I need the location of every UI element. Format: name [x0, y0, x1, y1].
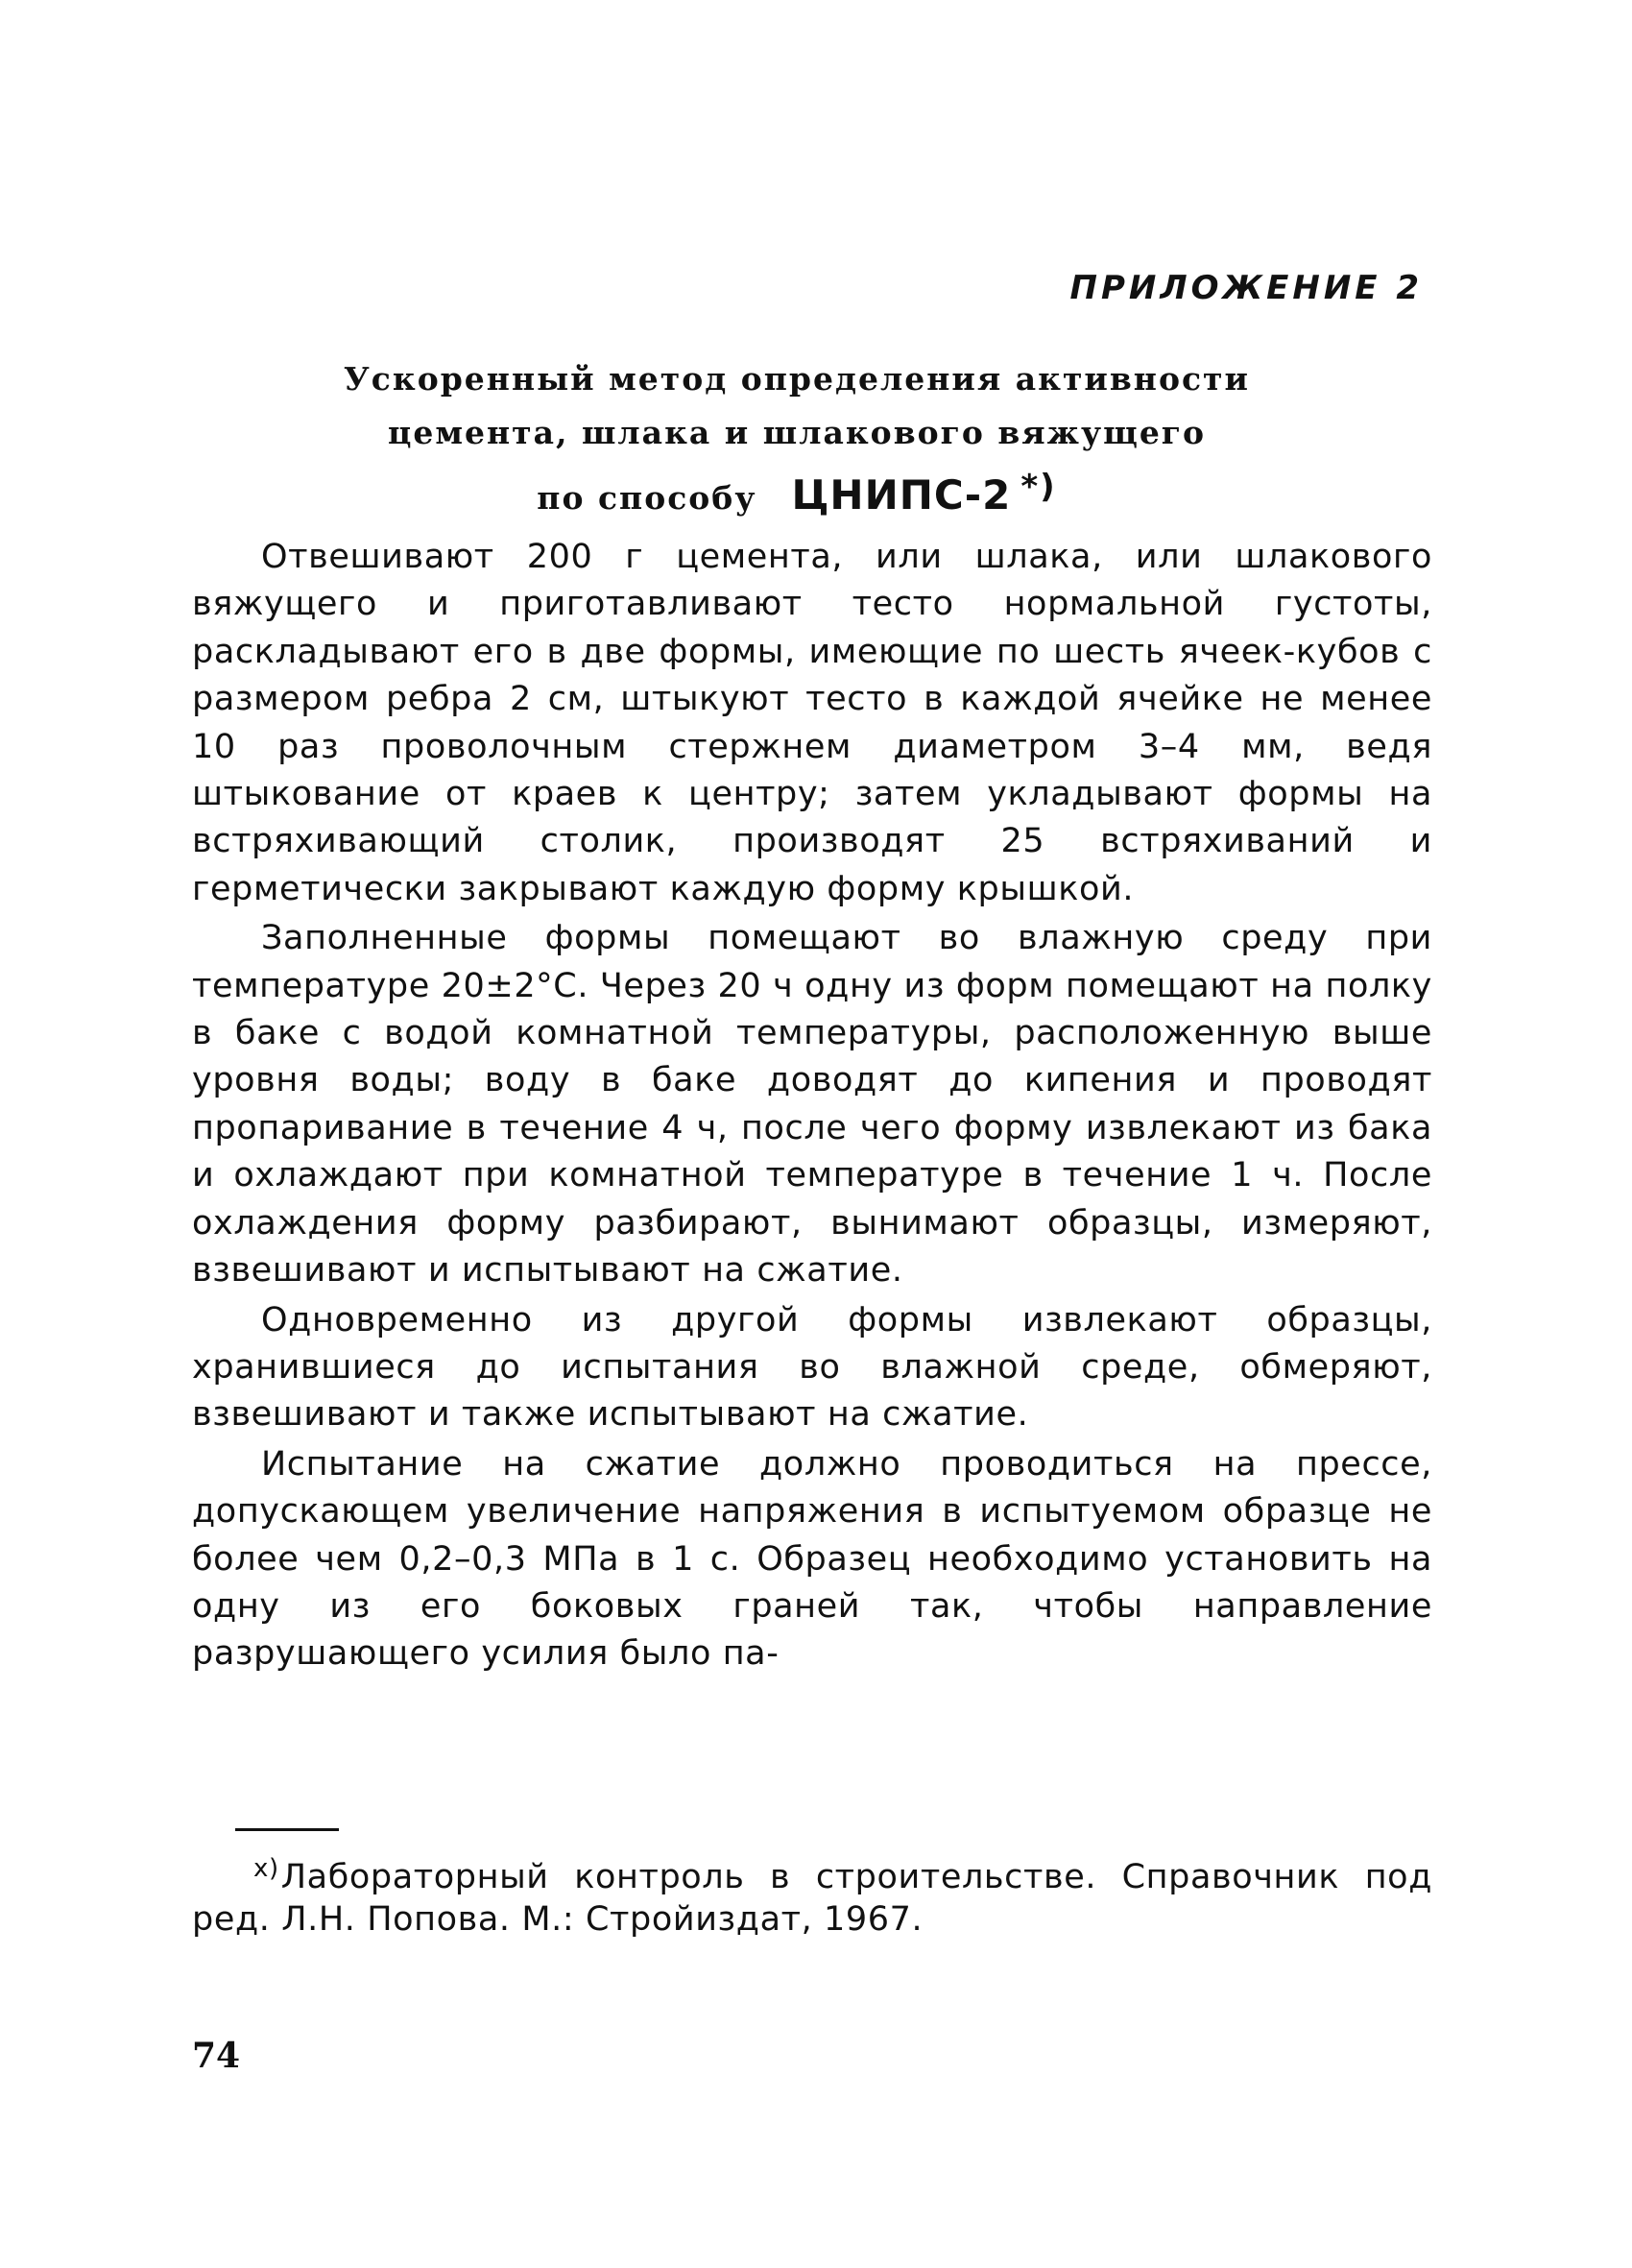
paragraph-3: Одновременно из другой формы извлекают образцы, хранившиеся до испытания во влажной среде, обмеряют, взвешивают и также испытывают на сжатие. [192, 1300, 1432, 1435]
footnote-divider [235, 1828, 339, 1831]
title-method-code: ЦНИПС-2 [791, 471, 1012, 519]
body-text [192, 534, 1432, 1680]
page-number: 74 [192, 2036, 241, 2076]
paragraph-2: Заполненные формы помещают во влажную среду при температуре 20±2°С. Через 20 ч одну из форм помещают на полку в баке с водой комнатной температуры, расположенную выше уровня воды; воду в баке доводят до кипения и проводят пропаривание в течение 4 ч, после чего форму извлекают из бака и охлаждают при комнатной температуре в течение 1 ч. После охлаждения форму разбирают, вынимают образцы, измеряют, взвешивают и испытывают на сжатие. [192, 919, 1432, 1291]
appendix-label: ПРИЛОЖЕНИЕ 2 [1069, 269, 1423, 307]
footnote [192, 1847, 1432, 1941]
title-line-1: Ускоренный метод определения активности [344, 360, 1250, 398]
title-line-2: цемента, шлака и шлакового вяжущего [387, 414, 1207, 451]
paragraph-4: Испытание на сжатие должно проводиться на прессе, допускающем увеличение напряжения в испытуемом образце не более чем 0,2–0,3 МПа в 1 с. Образец необходимо установить на одну из его боковых граней так, чтобы направление разрушающего усилия было па- [192, 1444, 1432, 1674]
footnote-text: Лабораторный контроль в строительстве. Справочник под ред. Л.Н. Попова. М.: Стройиздат, 1967. [192, 1858, 1432, 1939]
title-line-3 [288, 470, 1306, 524]
title-footnote-mark: *) [1020, 468, 1057, 506]
title-method-prefix: по способу [537, 479, 757, 517]
footnote-mark: х) [253, 1854, 279, 1883]
document-title [288, 360, 1306, 524]
paragraph-1: Отвешивают 200 г цемента, или шлака, или шлакового вяжущего и приготавливают тесто нормальной густоты, раскладывают его в две формы, имеющие по шесть ячеек-кубов с размером ребра 2 см, штыкуют тесто в каждой ячейке не менее 10 раз проволочным стержнем диаметром 3–4 мм, ведя штыкование от краев к центру; затем укладывают формы на встряхивающий столик, производят 25 встряхиваний и герметически закрывают каждую форму крышкой. [192, 538, 1432, 908]
